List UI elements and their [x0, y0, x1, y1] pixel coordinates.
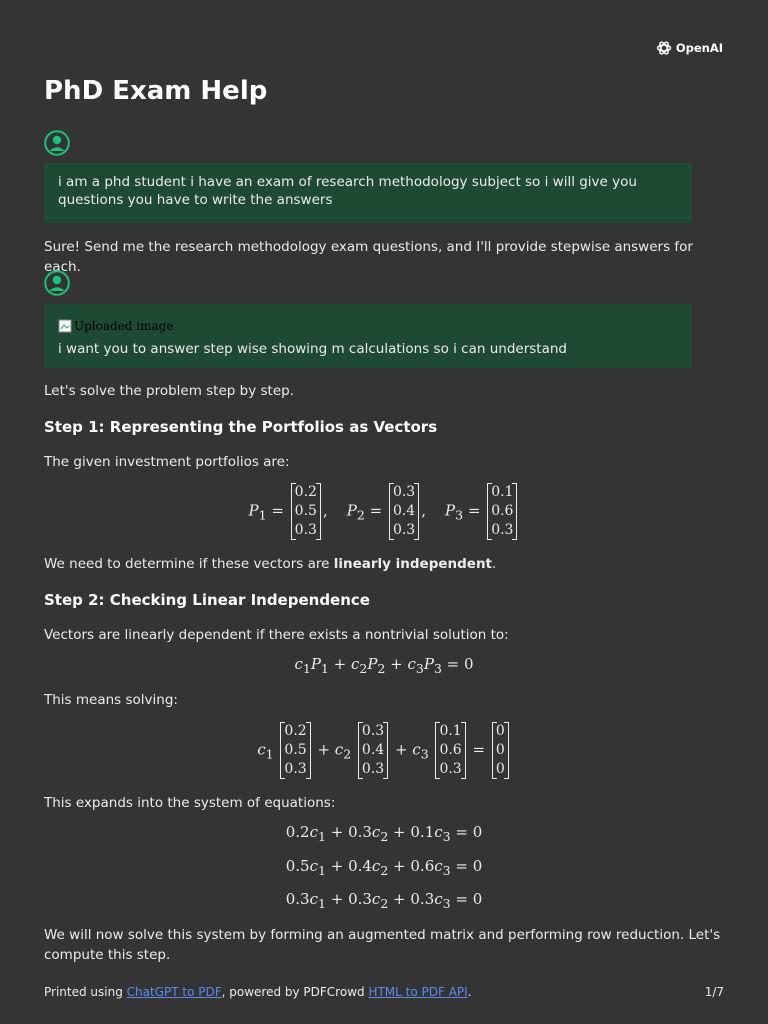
vector-p1: 0.2 0.5 0.3 [291, 483, 321, 540]
independence-sentence: We need to determine if these vectors are linearly independent. [44, 556, 497, 572]
uploaded-image-alt: Uploaded image [74, 319, 174, 333]
openai-icon [656, 40, 672, 56]
step2-heading: Step 2: Checking Linear Independence [44, 591, 370, 609]
closing-text: We will now solve this system by forming an augmented matrix and performing row reduction. Let's compute this step. [44, 927, 721, 963]
equation-row: $0.5c_1 + 0.4c_2 + 0.6c_3 = 0$ [285, 857, 483, 878]
step2-text: Vectors are linearly dependent if there exists a nontrivial solution to: [44, 627, 509, 643]
page-title: PhD Exam Help [44, 76, 268, 106]
vector-p2: 0.3 0.4 0.3 [389, 483, 419, 540]
matrix-col1: 0.2 0.5 0.3 [280, 722, 310, 779]
equation-row: $0.2c_1 + 0.3c_2 + 0.1c_3 = 0$ [285, 823, 483, 844]
matrix-col3: 0.1 0.6 0.3 [435, 722, 465, 779]
page-number: 1/7 [704, 985, 724, 999]
brand-label: OpenAI [675, 41, 723, 55]
vector-p3: 0.1 0.6 0.3 [487, 483, 517, 540]
user-message-text: i want you to answer step wise showing m calculations so i can understand [58, 341, 567, 357]
means-solving-text: This means solving: [44, 692, 178, 708]
zero-vector: 0 0 0 [492, 722, 509, 779]
broken-image-icon [58, 319, 72, 333]
matrix-equation: $c_1$ 0.2 0.5 0.3 + $c_2$ 0.3 0.4 0.3 + $c_3$ 0.1 0.6 0.3 = 0 0 0 [0, 722, 768, 779]
user-avatar-icon [44, 130, 70, 156]
expands-text: This expands into the system of equations: [44, 795, 336, 811]
dependence-equation: $c_1P_1 + c_2P_2 + c_3P_3 = 0$ [294, 655, 474, 676]
chatgpt-to-pdf-link[interactable]: ChatGPT to PDF [126, 985, 222, 999]
user-message [44, 163, 692, 223]
uploaded-image[interactable] [58, 317, 173, 335]
equation-row: $0.3c_1 + 0.3c_2 + 0.3c_3 = 0$ [285, 890, 483, 911]
user-avatar-icon [44, 270, 70, 296]
openai-logo [656, 40, 723, 56]
html-to-pdf-api-link[interactable]: HTML to PDF API [368, 985, 468, 999]
user-message [44, 304, 692, 368]
assistant-message: Sure! Send me the research methodology exam questions, and I'll provide stepwise answers for each. [44, 239, 693, 275]
step1-heading: Step 1: Representing the Portfolios as Vectors [44, 418, 438, 436]
footer: Printed using ChatGPT to PDF, powered by PDFCrowd HTML to PDF API. 1/7 [44, 985, 724, 999]
user-message-text: i am a phd student i have an exam of research methodology subject so i will give you questions you have to write the answers [58, 174, 637, 208]
assistant-intro: Let's solve the problem step by step. [44, 383, 294, 399]
portfolio-vectors: $P_1$ = 0.2 0.5 0.3 , $P_2$ = 0.3 0.4 0.3 , $P_3$ = 0.1 0.6 0.3 [0, 483, 768, 540]
matrix-col2: 0.3 0.4 0.3 [358, 722, 388, 779]
step1-text: The given investment portfolios are: [44, 454, 290, 470]
